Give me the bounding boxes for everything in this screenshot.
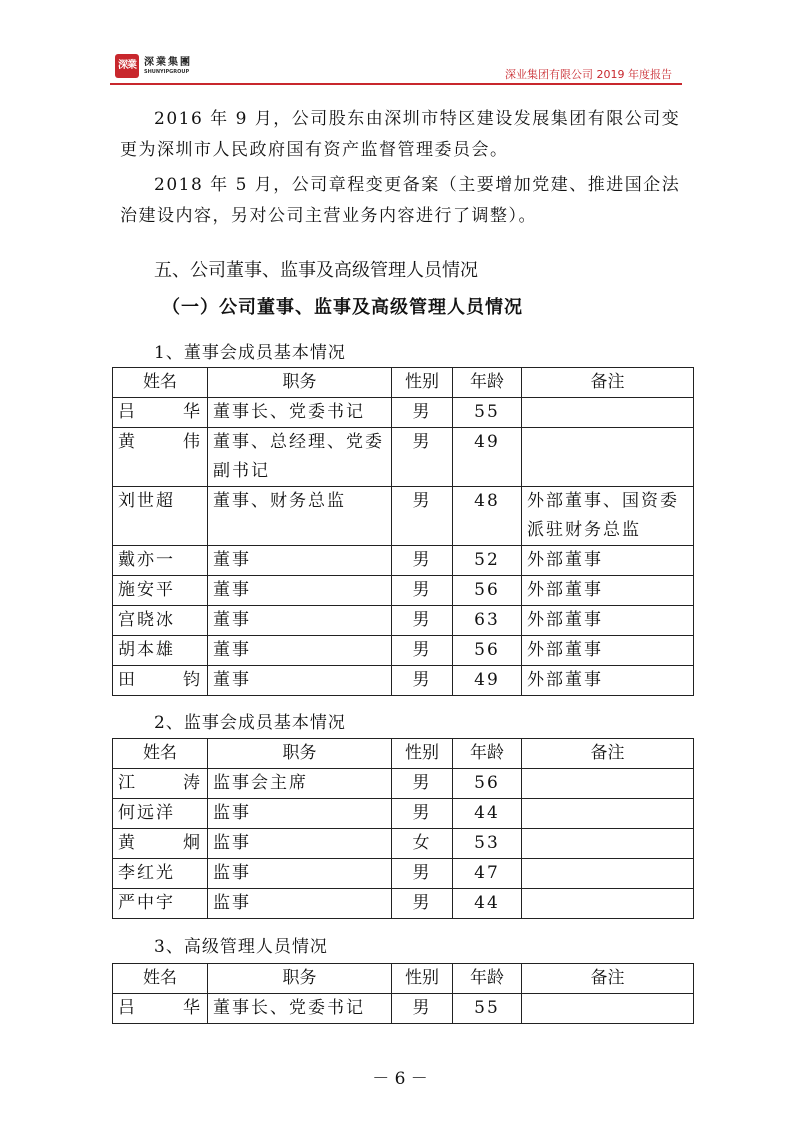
table-row: [113, 576, 694, 606]
page-header: [110, 50, 682, 86]
board-table-title: 1、董事会成员基本情况: [154, 343, 346, 363]
cell-position: 监事会主席: [208, 769, 392, 799]
cell-gender: 男: [392, 994, 453, 1024]
table-row: [113, 769, 694, 799]
table-row: [113, 829, 694, 859]
cell-name: 吕华: [113, 994, 208, 1024]
table-row: [113, 428, 694, 487]
logo-mark-icon: 深業: [115, 54, 139, 78]
cell-gender: 男: [392, 546, 453, 576]
table-row: [113, 666, 694, 696]
board-members-table: [112, 367, 694, 696]
cell-name: 何远洋: [113, 799, 208, 829]
section-heading: 五、公司董事、监事及高级管理人员情况: [154, 260, 478, 281]
cell-age: 44: [453, 799, 522, 829]
cell-note: 外部董事: [522, 636, 694, 666]
cell-position: 监事: [208, 799, 392, 829]
senior-management-table: [112, 963, 694, 1024]
subsection-heading: （一）公司董事、监事及高级管理人员情况: [162, 297, 523, 318]
cell-age: 49: [453, 666, 522, 696]
column-note-header: 备注: [522, 368, 694, 398]
cell-note: 外部董事: [522, 546, 694, 576]
cell-gender: 女: [392, 829, 453, 859]
column-position-header: 职务: [208, 368, 392, 398]
cell-name: 戴亦一: [113, 546, 208, 576]
cell-age: 56: [453, 769, 522, 799]
cell-position: 董事长、党委书记: [208, 994, 392, 1024]
cell-note: [522, 859, 694, 889]
cell-note: [522, 829, 694, 859]
cell-gender: 男: [392, 799, 453, 829]
cell-age: 44: [453, 889, 522, 919]
cell-age: 53: [453, 829, 522, 859]
table-row: [113, 859, 694, 889]
column-note-header: 备注: [522, 739, 694, 769]
cell-age: 52: [453, 546, 522, 576]
logo-chinese-name: 深業集團: [144, 56, 192, 68]
column-name-header: 姓名: [113, 368, 208, 398]
column-age-header: 年龄: [453, 739, 522, 769]
column-position-header: 职务: [208, 739, 392, 769]
cell-name: 江涛: [113, 769, 208, 799]
cell-age: 55: [453, 398, 522, 428]
column-gender-header: 性别: [392, 964, 453, 994]
cell-note: [522, 769, 694, 799]
cell-note: [522, 799, 694, 829]
cell-name: 李红光: [113, 859, 208, 889]
cell-gender: 男: [392, 889, 453, 919]
cell-name: 严中宇: [113, 889, 208, 919]
cell-gender: 男: [392, 859, 453, 889]
cell-position: 监事: [208, 889, 392, 919]
cell-age: 55: [453, 994, 522, 1024]
cell-age: 48: [453, 487, 522, 546]
table-header-row: [113, 368, 694, 398]
column-name-header: 姓名: [113, 964, 208, 994]
cell-age: 56: [453, 576, 522, 606]
header-divider: [110, 83, 682, 85]
company-logo: [115, 54, 192, 78]
supervisory-members-table: [112, 738, 694, 919]
cell-name: 施安平: [113, 576, 208, 606]
cell-name: 黄伟: [113, 428, 208, 487]
column-position-header: 职务: [208, 964, 392, 994]
cell-name: 黄炯: [113, 829, 208, 859]
cell-age: 56: [453, 636, 522, 666]
table-row: [113, 487, 694, 546]
cell-gender: 男: [392, 769, 453, 799]
cell-gender: 男: [392, 576, 453, 606]
cell-name: 刘世超: [113, 487, 208, 546]
cell-age: 63: [453, 606, 522, 636]
column-note-header: 备注: [522, 964, 694, 994]
cell-gender: 男: [392, 487, 453, 546]
cell-age: 47: [453, 859, 522, 889]
cell-note: 外部董事: [522, 606, 694, 636]
cell-name: 胡本雄: [113, 636, 208, 666]
column-gender-header: 性别: [392, 368, 453, 398]
cell-note: 外部董事: [522, 666, 694, 696]
cell-position: 董事、财务总监: [208, 487, 392, 546]
table-header-row: [113, 964, 694, 994]
table-row: [113, 546, 694, 576]
cell-name: 田钧: [113, 666, 208, 696]
cell-note: 外部董事: [522, 576, 694, 606]
cell-name: 宫晓冰: [113, 606, 208, 636]
column-name-header: 姓名: [113, 739, 208, 769]
cell-name: 吕华: [113, 398, 208, 428]
cell-position: 董事长、党委书记: [208, 398, 392, 428]
cell-gender: 男: [392, 636, 453, 666]
management-table-title: 3、高级管理人员情况: [154, 937, 328, 957]
cell-note: [522, 398, 694, 428]
paragraph-charter-change: 2018 年 5 月，公司章程变更备案（主要增加党建、推进国企法治建设内容，另对公司主营业务内容进行了调整）。: [120, 175, 681, 226]
cell-note: [522, 889, 694, 919]
cell-gender: 男: [392, 606, 453, 636]
logo-english-name: SHUNYIPGROUP: [144, 68, 190, 75]
table-header-row: [113, 739, 694, 769]
table-row: [113, 398, 694, 428]
cell-position: 董事: [208, 606, 392, 636]
cell-position: 董事: [208, 666, 392, 696]
cell-note: [522, 994, 694, 1024]
report-title: 深业集团有限公司 2019 年度报告: [505, 68, 672, 81]
page-number: － 6 －: [372, 1069, 428, 1089]
cell-position: 董事: [208, 576, 392, 606]
cell-gender: 男: [392, 666, 453, 696]
table-row: [113, 994, 694, 1024]
cell-position: 监事: [208, 859, 392, 889]
cell-position: 监事: [208, 829, 392, 859]
cell-gender: 男: [392, 398, 453, 428]
column-gender-header: 性别: [392, 739, 453, 769]
cell-note: 外部董事、国资委派驻财务总监: [522, 487, 694, 546]
column-age-header: 年龄: [453, 964, 522, 994]
cell-position: 董事、总经理、党委副书记: [208, 428, 392, 487]
table-row: [113, 606, 694, 636]
column-age-header: 年龄: [453, 368, 522, 398]
table-row: [113, 799, 694, 829]
table-row: [113, 889, 694, 919]
cell-note: [522, 428, 694, 487]
cell-position: 董事: [208, 546, 392, 576]
supervisory-table-title: 2、监事会成员基本情况: [154, 713, 346, 733]
cell-gender: 男: [392, 428, 453, 487]
cell-position: 董事: [208, 636, 392, 666]
table-row: [113, 636, 694, 666]
cell-age: 49: [453, 428, 522, 487]
paragraph-shareholder-change: 2016 年 9 月，公司股东由深圳市特区建设发展集团有限公司变更为深圳市人民政府国有资产监督管理委员会。: [120, 109, 681, 160]
